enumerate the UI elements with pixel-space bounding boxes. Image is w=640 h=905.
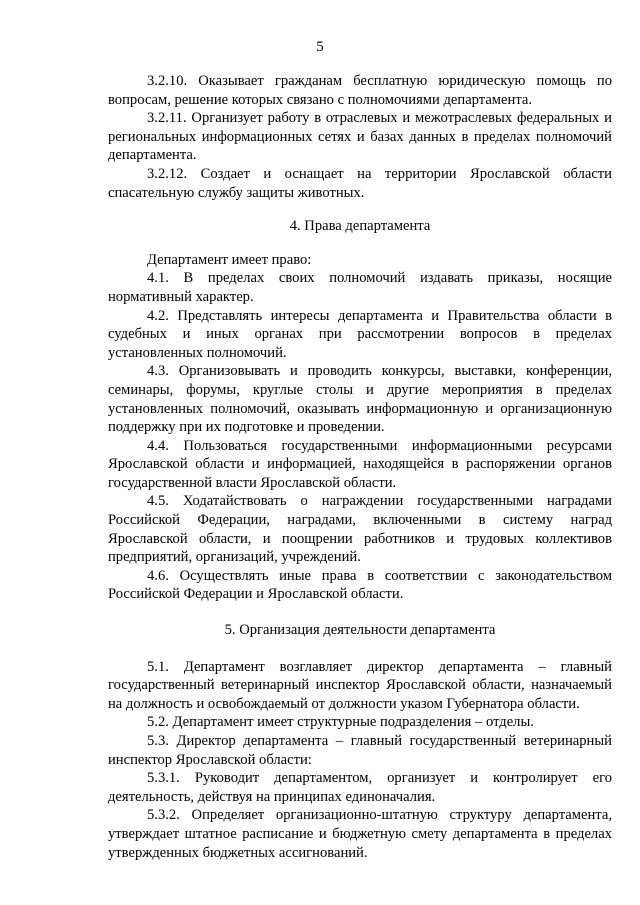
section-4-heading: 4. Права департамента xyxy=(289,218,431,235)
paragraph-4-3: 4.3. Организовывать и проводить конкурсы, выставки, конференции, семинары, форумы, круглые столы и другие мероприятия в пределах установленных полномочий, оказывать информационную и организационную поддержку при их подготовке и проведении. xyxy=(108,363,612,436)
paragraph-3-2-12: 3.2.12. Создает и оснащает на территории Ярославской области спасательную службу защиты животных. xyxy=(108,165,612,201)
paragraph-5-1: 5.1. Департамент возглавляет директор департамента – главный государственный ветеринарный инспектор Ярославской области, назначаемый на должность и освобождаемый от должности указом Губернатора области. xyxy=(108,658,612,712)
section-4-intro: Департамент имеет право: xyxy=(147,251,312,268)
section-5-heading: 5. Организация деятельности департамента xyxy=(224,622,496,639)
paragraph-3-2-11: 3.2.11. Организует работу в отраслевых и межотраслевых федеральных и региональных информационных сетях и базах данных в пределах полномочий департамента. xyxy=(108,110,612,164)
paragraph-5-2: 5.2. Департамент имеет структурные подразделения – отделы. xyxy=(147,714,534,731)
paragraph-4-4: 4.4. Пользоваться государственными информационными ресурсами Ярославской области и информацией, находящейся в распоряжении органов государственной власти Ярославской области. xyxy=(108,437,612,491)
paragraph-4-5: 4.5. Ходатайствовать о награждении государственными наградами Российской Федерации, наградами, включенными в систему наград Ярославской области, и поощрении работников и трудовых коллективов предприятий, организаций, учреждений. xyxy=(108,493,612,566)
paragraph-5-3-2: 5.3.2. Определяет организационно-штатную структуру департамента, утверждает штатное расписание и бюджетную смету департамента в пределах утвержденных бюджетных ассигнований. xyxy=(108,807,612,861)
paragraph-4-6: 4.6. Осуществлять иные права в соответствии с законодательством Российской Федерации и Ярославской области. xyxy=(108,567,612,603)
paragraph-4-2: 4.2. Представлять интересы департамента и Правительства области в судебных и иных органах при рассмотрении вопросов в пределах установленных полномочий. xyxy=(108,307,612,361)
document-body xyxy=(108,72,612,862)
paragraph-4-1: 4.1. В пределах своих полномочий издавать приказы, носящие нормативный характер. xyxy=(108,270,612,305)
paragraph-5-3: 5.3. Директор департамента – главный государственный ветеринарный инспектор Ярославской области: xyxy=(108,733,612,768)
paragraph-3-2-10: 3.2.10. Оказывает гражданам бесплатную юридическую помощь по вопросам, решение которых связано с полномочиями департамента. xyxy=(108,73,612,108)
paragraph-5-3-1: 5.3.1. Руководит департаментом, организует и контролирует его деятельность, действуя на принципах единоначалия. xyxy=(108,770,612,805)
page-number: 5 xyxy=(316,39,324,55)
